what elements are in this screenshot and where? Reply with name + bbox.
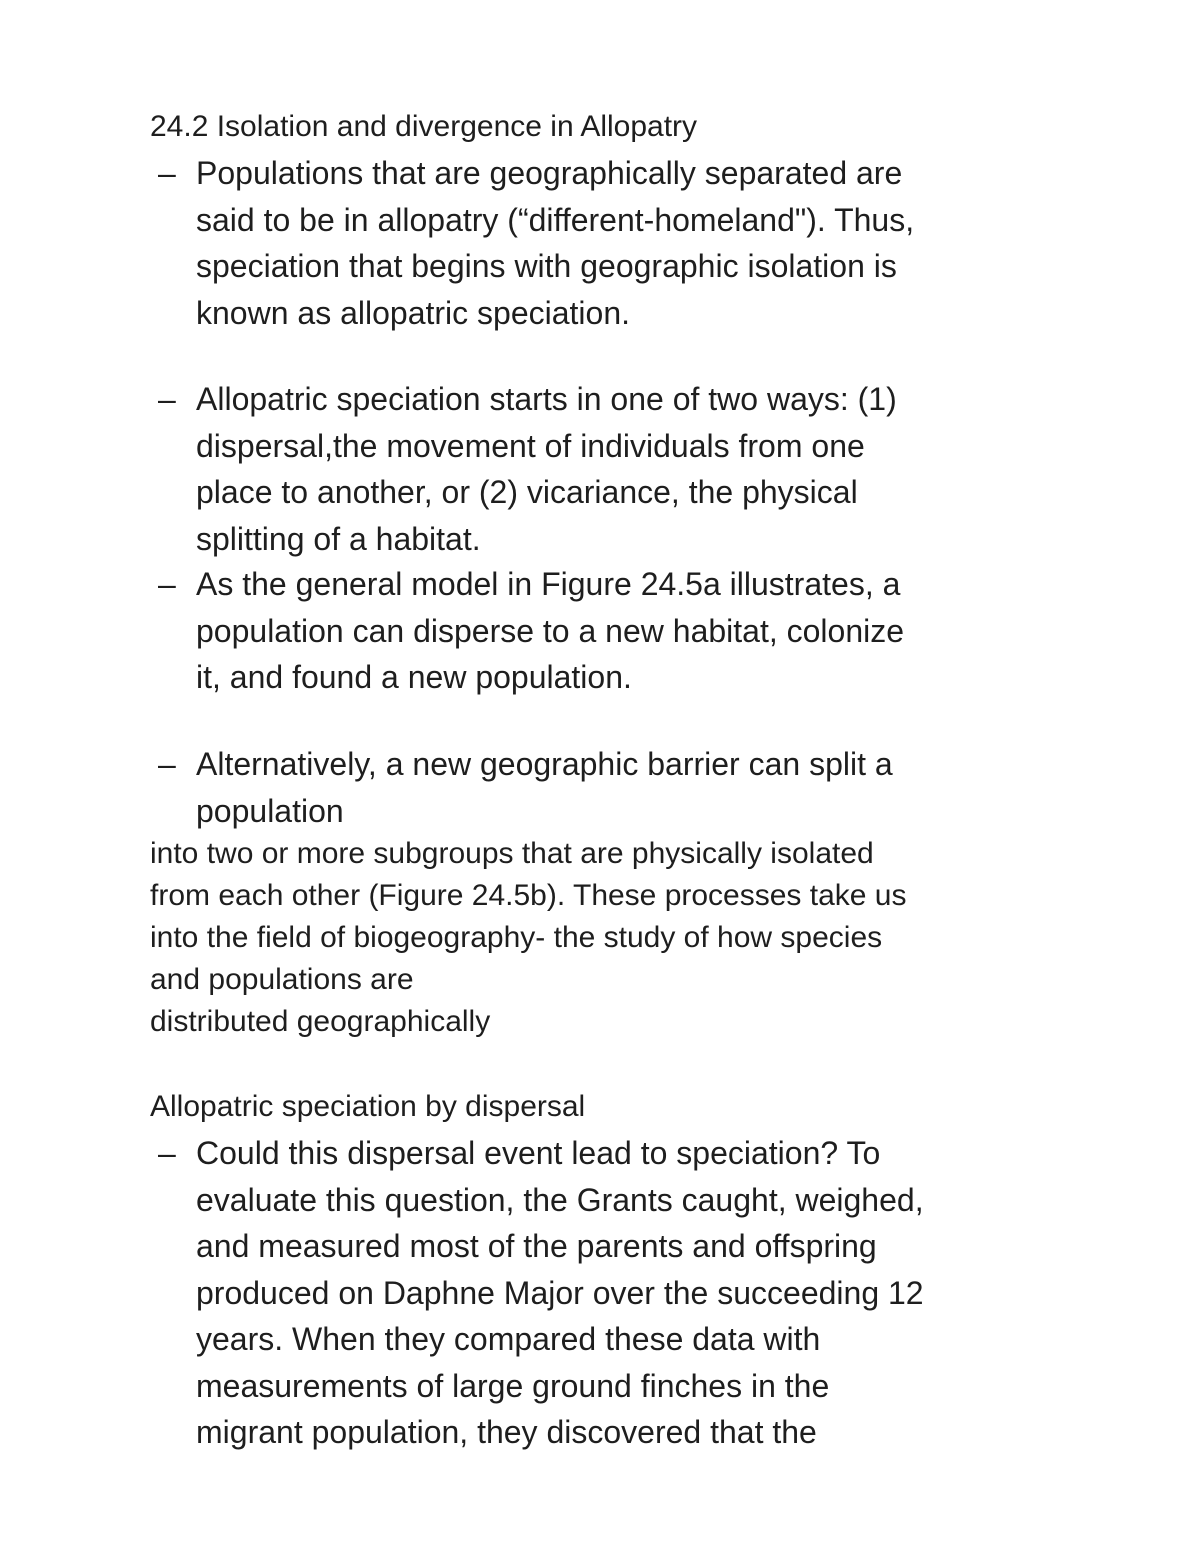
paragraph-line: into the field of biogeography- the study of how species	[150, 921, 883, 954]
bullet-item	[150, 561, 1070, 701]
bullet-line: Alternatively, a new geographic barrier can split a	[196, 746, 893, 782]
section-heading-isolation: 24.2 Isolation and divergence in Allopatry	[150, 110, 698, 143]
bullet-line: it, and found a new population.	[196, 659, 632, 695]
bullet-line: measurements of large ground finches in the	[196, 1367, 830, 1404]
bullet-dash: –	[158, 381, 176, 417]
bullet-line: known as allopatric speciation.	[196, 294, 631, 331]
bullet-line: splitting of a habitat.	[196, 520, 481, 557]
bullet-line: and measured most of the parents and offspring	[196, 1228, 877, 1264]
paragraph-line: into two or more subgroups that are physically isolated	[150, 837, 874, 870]
paragraph-line: and populations are	[150, 963, 414, 996]
bullet-line: place to another, or (2) vicariance, the physical	[196, 474, 858, 510]
bullet-line: speciation that begins with geographic isolation is	[196, 248, 897, 284]
bullet-dash: –	[158, 746, 176, 782]
bullet-line: As the general model in Figure 24.5a illustrates, a	[196, 566, 901, 602]
paragraph-line: from each other (Figure 24.5b). These processes take us	[150, 879, 907, 912]
section-heading-dispersal: Allopatric speciation by dispersal	[150, 1090, 586, 1123]
bullet-line: Allopatric speciation starts in one of two ways: (1)	[196, 381, 897, 417]
paragraph-line: distributed geographically	[150, 1005, 491, 1038]
bullet-dash: –	[158, 155, 176, 191]
bullet-dash: –	[158, 566, 176, 602]
bullet-line: evaluate this question, the Grants caught, weighed,	[196, 1181, 924, 1218]
bullet-item	[150, 741, 1070, 834]
bullet-line: years. When they compared these data with	[196, 1321, 821, 1357]
bullet-item	[150, 1130, 1070, 1456]
bullet-line: dispersal,the movement of individuals from one	[196, 427, 865, 464]
bullet-item	[150, 150, 1070, 336]
bullet-line: Could this dispersal event lead to speciation? To	[196, 1135, 881, 1171]
bullet-line: population can disperse to a new habitat, colonize	[196, 612, 905, 649]
bullet-item	[150, 376, 1070, 562]
bullet-dash: –	[158, 1135, 176, 1171]
bullet-line: said to be in allopatry (“different-homeland"). Thus,	[196, 201, 915, 238]
bullet-line: population	[196, 792, 344, 829]
bullet-line: Populations that are geographically separated are	[196, 155, 903, 191]
bullet-line: produced on Daphne Major over the succeeding 12	[196, 1274, 924, 1311]
bullet-line: migrant population, they discovered that the	[196, 1414, 817, 1450]
